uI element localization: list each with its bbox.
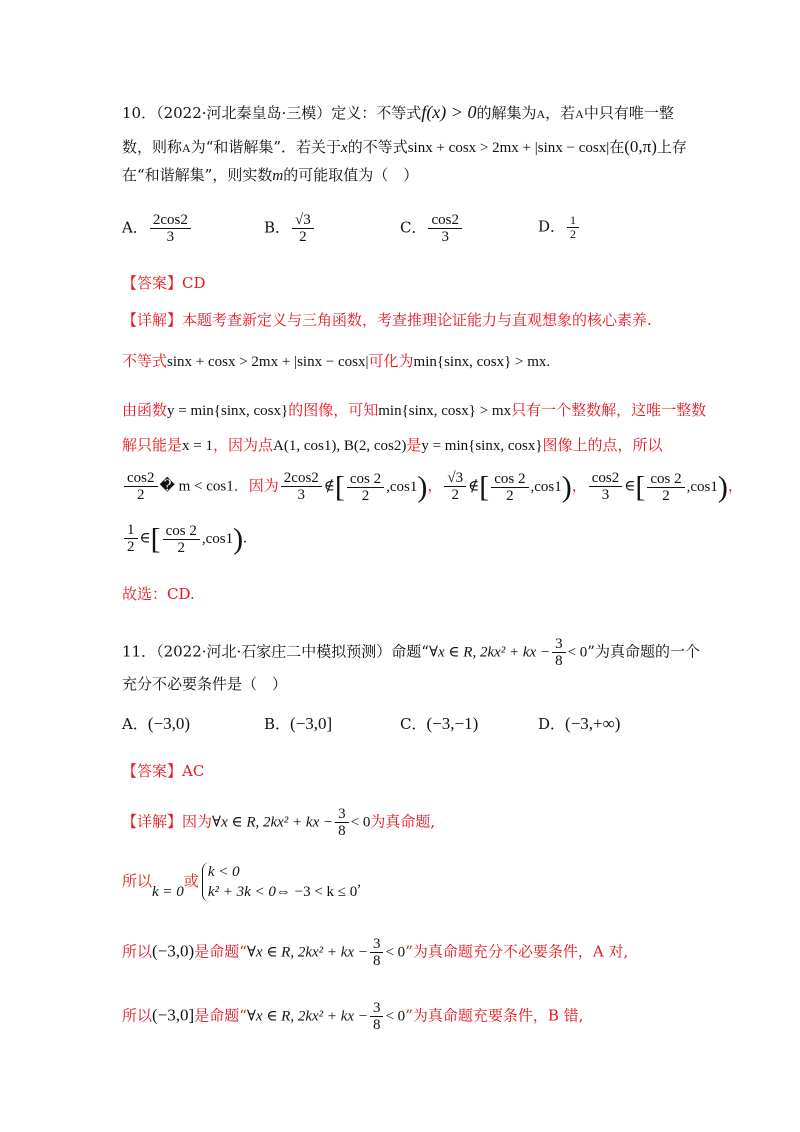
math-expr: ∀x ∈ R, 2kx² + kx − (212, 814, 334, 831)
text: 11．（2022·河北·石家庄二中模拟预测）命题“ (122, 642, 429, 661)
text: 【详解】因为 (122, 812, 213, 831)
q11-option-b[interactable] (264, 713, 332, 734)
den: 2 (451, 487, 460, 503)
2cos2-over-3 (281, 470, 322, 503)
math-expr: min{sinx, cosx} > mx (413, 354, 547, 370)
q10-stem-line3 (122, 164, 418, 187)
option-value: (−3,−1) (426, 714, 479, 733)
text: 所以 (122, 942, 153, 961)
math-expr: (−3,0) (152, 941, 195, 961)
q11-stem-line2: 充分不必要条件是（ ） (122, 675, 288, 693)
math-expr: A(1, cos1), B(2, cos2) (273, 438, 407, 454)
q11-stem-line1 (122, 636, 700, 669)
q11-detail-line1 (122, 806, 435, 839)
text: 为真命题, (370, 812, 436, 831)
sys-line: k² + 3k < 0 (207, 884, 276, 900)
text: ．因为 (233, 476, 279, 495)
q10-stem-line1 (122, 101, 674, 125)
q10-answer: 【答案】CD (122, 274, 206, 292)
den: 8 (372, 953, 381, 969)
option-label: D． (538, 715, 566, 733)
q10-detail: 【详解】本题考查新定义与三角函数，考查推理论证能力与直观想象的核心素养. (122, 311, 652, 329)
text: , (357, 874, 362, 890)
num: 2cos2 (281, 470, 322, 487)
q10-stem-text: 数，则称 (122, 138, 183, 156)
option-label: A． (122, 715, 148, 733)
q10-interval: (0,π) (624, 137, 657, 156)
math-expr: (−3,0] (152, 1005, 195, 1025)
text: ”为真命题充要条件，B 错, (405, 1006, 584, 1025)
text: . (546, 354, 551, 370)
text: ”为真命题充分不必要条件，A 对, (405, 942, 629, 961)
option-num: cos2 (428, 212, 462, 229)
option-den: 2 (299, 229, 307, 245)
q10-option-b[interactable] (264, 212, 316, 245)
in-symbol: ∈ (139, 530, 151, 547)
text: 所以 (122, 872, 153, 890)
math-expr: < 0 (350, 814, 371, 831)
q10-set-a: A (182, 141, 191, 155)
option-num: √3 (292, 212, 314, 229)
q11-detail-line2 (122, 862, 361, 903)
option-label: B． (264, 715, 291, 733)
q10-var-m: m (272, 168, 284, 184)
den: 3 (601, 487, 610, 503)
q11-option-a[interactable] (122, 713, 190, 734)
den: 8 (555, 653, 563, 669)
q10-stem-text: 为“和谐解集”．若关于 (190, 138, 342, 156)
q11-detail-line4 (122, 1000, 583, 1033)
num: cos2 (124, 470, 158, 487)
text: 由函数 (122, 401, 168, 419)
inequality-system (202, 862, 276, 902)
option-label: B． (264, 218, 291, 237)
q10-inequality: sinx + cosx > 2mx + |sinx − cosx| (407, 140, 610, 156)
den: 2 (137, 487, 145, 503)
q10-f-expr: f(x) > 0 (421, 102, 477, 122)
math-expr: y = min{sinx, cosx} (167, 403, 289, 419)
math-expr: x = 1 (182, 438, 213, 454)
q10-stem-text: 在 (609, 138, 625, 156)
text: . (243, 530, 247, 547)
interval-right: cos1 (205, 530, 234, 547)
3-over-8 (370, 936, 384, 969)
q11-option-c[interactable] (400, 713, 478, 734)
option-den: 2 (570, 227, 577, 241)
math-expr: y = min{sinx, cosx} (421, 438, 543, 454)
q10-final: 故选：CD. (122, 585, 195, 603)
comma: ， (727, 476, 743, 495)
q10-stem-text: 10．（2022·河北秦皇岛·三模）定义：不等式 (122, 104, 422, 122)
num: 3 (370, 1000, 384, 1017)
not-in-symbol: ∉ (323, 478, 335, 495)
text: ”为真命题的一个 (587, 642, 700, 661)
math-expr: ∀x ∈ R, 2kx² + kx − (428, 644, 551, 661)
num: cos 2 (347, 471, 384, 488)
option-label: C． (400, 715, 427, 733)
sys-line: k < 0 (207, 864, 240, 880)
den: 2 (127, 539, 135, 555)
q11-detail-line3 (122, 936, 628, 969)
in-symbol: ∈ (624, 478, 636, 495)
option-value: (−3,0) (147, 714, 191, 733)
comma: ， (427, 476, 443, 495)
q10-stem-text: 的可能取值为（ ） (283, 166, 419, 184)
q10-option-d[interactable] (538, 214, 581, 241)
option-den: 3 (441, 229, 449, 245)
math-expr: < 0 (385, 944, 406, 961)
q10-stem-text: 上存 (656, 138, 687, 156)
math-expr: ∀x ∈ R, 2kx² + kx − (246, 944, 368, 961)
num: cos 2 (491, 471, 528, 488)
math-expr: � m < cos1 (159, 478, 234, 495)
math-expr: ⇔ −3 < k ≤ 0 (275, 884, 358, 900)
math-expr: < 0 (567, 644, 588, 661)
text: 是命题“ (194, 942, 247, 961)
option-label: D． (538, 217, 566, 236)
q10-option-c[interactable] (400, 212, 464, 245)
math-expr: < 0 (385, 1008, 406, 1025)
cos2-over-2 (124, 470, 158, 503)
text: 的图像，可知 (288, 401, 379, 419)
3-over-8 (370, 1000, 384, 1033)
q10-var-x: x (341, 140, 348, 156)
q10-set-a: A (575, 107, 584, 121)
q11-option-d[interactable] (538, 713, 620, 734)
q11-answer: 【答案】AC (122, 762, 205, 780)
den: 8 (372, 1017, 381, 1033)
q10-stem-text: ，若 (545, 104, 576, 122)
interval-right: cos1 (389, 478, 418, 495)
q10-detail-line2 (122, 399, 706, 422)
num: cos2 (589, 470, 623, 487)
text: ，因为点 (212, 436, 273, 454)
den: 3 (297, 487, 306, 503)
num: 3 (335, 806, 349, 823)
option-value: (−3,0] (290, 714, 333, 733)
text: 可化为 (368, 352, 414, 370)
q10-stem-text: 的解集为 (476, 104, 537, 122)
option-label: A． (122, 218, 148, 237)
option-value: (−3,+∞) (565, 714, 621, 733)
q10-detail-line5: $\frac{1}{2}$ ∈[ $\frac{\cos 2}{2}$ ,cos1). (122, 522, 247, 556)
text: 只有一个整数解，这唯一整数 (511, 401, 707, 419)
1-over-2 (124, 522, 138, 555)
option-num: 1 (567, 214, 579, 228)
sqrt3-over-2 (444, 470, 466, 503)
num: 1 (124, 522, 138, 539)
not-in-symbol: ∉ (468, 478, 480, 495)
comma: ， (571, 476, 587, 495)
option-den: 3 (166, 229, 175, 245)
num: 3 (552, 636, 566, 653)
q10-option-a[interactable] (122, 212, 193, 245)
q10-detail-line4: $\frac{\cos 2}{2}$ � m < cos1．因为 $\frac{2\cos 2}{3}$ ∉[ $\frac{\cos 2}{2}$ ,cos1)， $\frac{√3}{2}$ ∉[ $\frac{\cos 2}{2}$ ,cos1)， $\frac{\cos 2}{3}$ ∈[ $\frac{\cos 2}{2}$ ,cos1)， (122, 470, 743, 504)
option-label: C． (400, 218, 427, 237)
q10-stem-line2 (122, 136, 687, 159)
den: 2 (177, 539, 185, 556)
num: cos 2 (163, 523, 200, 540)
math-expr: min{sinx, cosx} > mx (378, 403, 512, 419)
num: cos 2 (647, 471, 684, 488)
q10-set-a: A (536, 107, 546, 121)
interval-right: cos1 (690, 478, 718, 495)
q10-stem-text: 的不等式 (347, 138, 408, 156)
text: 是命题“ (194, 1006, 247, 1025)
text: 所以 (122, 1006, 153, 1025)
num: √3 (444, 470, 466, 487)
3-over-8 (552, 636, 566, 669)
math-expr: sinx + cosx > 2mx + |sinx − cosx| (167, 354, 369, 370)
text: 解只能是 (122, 436, 183, 454)
interval-right: cos1 (534, 478, 562, 495)
math-expr: k = 0 (152, 884, 184, 900)
option-num: 2cos2 (150, 212, 191, 229)
text: 图像上的点，所以 (542, 436, 663, 454)
den: 2 (361, 487, 370, 504)
q10-detail-line3 (122, 434, 663, 457)
den: 2 (662, 487, 670, 504)
q10-stem-text: 在“和谐解集”，则实数 (122, 166, 273, 184)
q10-detail-line1 (122, 350, 550, 373)
cos2-over-3 (589, 470, 623, 503)
den: 8 (338, 823, 346, 839)
math-expr: ∀x ∈ R, 2kx² + kx − (246, 1008, 368, 1025)
num: 3 (370, 936, 384, 953)
3-over-8 (335, 806, 349, 839)
text: 或 (183, 872, 199, 890)
den: 2 (506, 487, 514, 504)
text: 不等式 (122, 352, 168, 370)
q10-stem-text: 中只有唯一整 (583, 104, 674, 122)
text: 是 (406, 436, 422, 454)
